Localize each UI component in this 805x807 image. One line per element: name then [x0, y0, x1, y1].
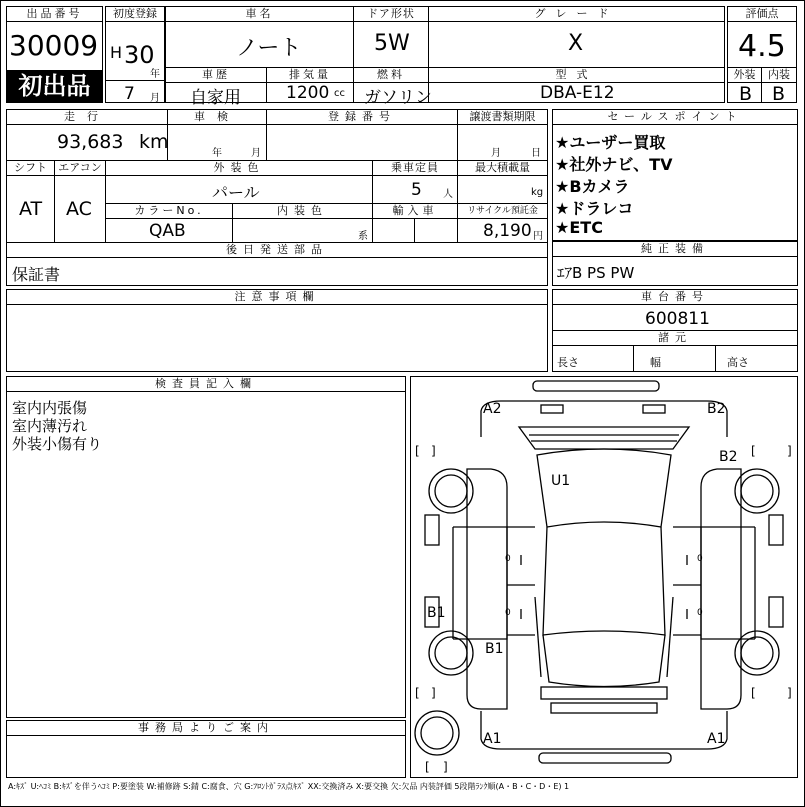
svg-text:[: [ — [415, 686, 420, 700]
capacity-unit: 人 — [443, 189, 453, 200]
recycle-header: リサイクル預託金 — [458, 204, 547, 219]
svg-text:[: [ — [751, 686, 756, 700]
transfer-header: 譲渡書類期限 — [458, 110, 547, 125]
spec-length: 長さ — [557, 356, 579, 369]
max-load-unit: kg — [531, 187, 544, 198]
capacity-header: 乗車定員 — [373, 161, 458, 176]
grade-header: グレード — [429, 7, 724, 22]
first-reg-cell — [105, 6, 165, 103]
grade: X — [568, 31, 584, 56]
reg-era: H — [110, 43, 123, 62]
car-history: 自家用 — [190, 88, 241, 108]
recycle-unit: 円 — [533, 231, 543, 242]
inspection-header: 車検 — [168, 110, 267, 125]
car-name-header: 車名 — [166, 7, 354, 22]
exterior-score: B — [739, 83, 753, 105]
exterior-header: 外装 — [728, 68, 762, 83]
import-header: 輸入車 — [373, 204, 458, 219]
damage-mark: B1 — [485, 641, 504, 657]
mileage-header: 走行 — [7, 110, 168, 125]
damage-mark: A2 — [483, 401, 502, 417]
damage-mark: B2 — [719, 449, 738, 465]
inspection-year-unit: 年 — [212, 148, 222, 159]
vehicle-details-block — [6, 109, 548, 286]
notes-block — [6, 289, 548, 372]
damage-mark: U1 — [551, 473, 571, 489]
ac-header: エアコン — [55, 161, 106, 176]
reg-month: 7 — [124, 84, 135, 104]
damage-mark: B1 — [427, 605, 446, 621]
door-header: ドア形状 — [354, 7, 429, 22]
chassis-header: 車台番号 — [553, 290, 797, 305]
spec-height: 高さ — [727, 356, 749, 369]
color-number: QAB — [149, 221, 186, 241]
score-header: 評価点 — [728, 7, 796, 22]
svg-text:0: 0 — [505, 608, 511, 618]
legend: A:ｷｽﾞ U:ﾍｺﾐ B:ｷｽﾞを伴うﾍｺﾐ P:要塗装 W:補修跡 S:錆 C:腐食、穴 G:ﾌﾛﾝﾄｶﾞﾗｽ点ｷｽﾞ XX:交換済み X:要交換 欠:欠品 内装評価 5段階ﾗﾝｸ順(A・B・C・D・E) 1 — [8, 782, 570, 791]
svg-text:0: 0 — [697, 608, 703, 618]
svg-text:]: ] — [431, 686, 436, 700]
later-parts-header: 後日発送部品 — [7, 243, 547, 258]
mileage: 93,683 — [57, 131, 124, 153]
max-load-header: 最大積載量 — [458, 161, 547, 176]
int-color-unit: 系 — [358, 231, 368, 242]
svg-text:0: 0 — [697, 554, 703, 564]
svg-text:[: [ — [415, 444, 420, 458]
first-reg-header: 初度登録 — [106, 7, 164, 22]
ext-color: パール — [212, 183, 260, 202]
genuine-header: 純正装備 — [553, 242, 797, 257]
sales-point-item: ★ETC — [555, 218, 603, 237]
svg-text:]: ] — [787, 686, 792, 700]
car-name: ノート — [236, 36, 302, 61]
score-cell — [727, 6, 797, 103]
sales-points-block — [552, 109, 798, 241]
reg-month-unit: 月 — [150, 93, 160, 104]
history-header: 車歴 — [166, 68, 267, 83]
reg-year-unit: 年 — [150, 69, 160, 80]
shift-header: シフト — [7, 161, 55, 176]
shift: AT — [19, 198, 43, 220]
damage-mark: B2 — [707, 401, 726, 417]
damage-mark: A1 — [483, 731, 502, 747]
inspector-note: 室内薄汚れ — [12, 417, 88, 435]
sales-point-item: ★ドラレコ — [555, 199, 634, 218]
office-block — [6, 720, 406, 778]
later-parts: 保証書 — [12, 265, 61, 284]
lot-number-cell — [6, 6, 103, 103]
fuel-header: 燃料 — [354, 68, 429, 83]
air-conditioner: AC — [66, 198, 92, 220]
sales-point-item: ★ユーザー買取 — [555, 133, 666, 152]
capacity: 5 — [411, 180, 422, 200]
sales-point-item: ★社外ナビ、TV — [555, 155, 673, 174]
mileage-unit: km — [139, 131, 169, 153]
inspector-note: 室内内張傷 — [12, 399, 88, 417]
door-type: 5W — [374, 31, 410, 56]
car-diagram-block — [410, 376, 798, 778]
int-color-header: 内装色 — [233, 204, 373, 219]
sales-point-item: ★Bカメラ — [555, 177, 630, 196]
interior-score: B — [772, 83, 786, 105]
lot-number-header: 出品番号 — [7, 7, 102, 22]
inspector-header: 検査員記入欄 — [7, 377, 405, 392]
specs-header: 諸元 — [553, 331, 797, 346]
recycle-fee: 8,190 — [483, 221, 532, 241]
office-header: 事務局よりご案内 — [7, 721, 405, 736]
spec-width: 幅 — [650, 356, 661, 369]
color-no-header: カラーNo. — [106, 204, 233, 219]
inspector-note: 外装小傷有り — [12, 435, 103, 453]
inspector-block — [6, 376, 406, 718]
svg-text:]: ] — [431, 444, 436, 458]
displacement-header: 排気量 — [267, 68, 354, 83]
svg-text:0: 0 — [505, 554, 511, 564]
svg-text:]: ] — [787, 444, 792, 458]
svg-text:]: ] — [443, 760, 448, 774]
inspection-month-unit: 月 — [251, 148, 261, 159]
svg-text:[: [ — [425, 760, 430, 774]
notes-header: 注意事項欄 — [7, 290, 547, 305]
first-listing-badge: 初出品 — [7, 70, 102, 102]
ext-color-header: 外装色 — [106, 161, 373, 176]
car-info-block — [165, 6, 725, 108]
lot-number: 30009 — [9, 29, 99, 62]
sales-points-header: セールスポイント — [553, 110, 797, 125]
chassis-number: 600811 — [645, 309, 710, 329]
genuine-equipment-block — [552, 241, 798, 286]
overall-score: 4.5 — [738, 29, 786, 64]
reg-year: 30 — [124, 41, 155, 69]
fuel: ガソリン — [364, 88, 432, 108]
chassis-block — [552, 289, 798, 372]
displacement: 1200 — [286, 83, 330, 103]
svg-text:[: [ — [751, 444, 756, 458]
displacement-unit: cc — [334, 88, 345, 99]
reg-number-header: 登録番号 — [267, 110, 458, 125]
transfer-day-unit: 日 — [531, 148, 541, 159]
model-code: DBA-E12 — [540, 83, 615, 103]
damage-mark: A1 — [707, 731, 726, 747]
car-body-diagram — [411, 377, 797, 777]
transfer-month-unit: 月 — [491, 148, 501, 159]
genuine-equipment: ｴｱB PS PW — [557, 264, 635, 282]
model-header: 型式 — [429, 68, 724, 83]
interior-header: 内装 — [762, 68, 796, 83]
